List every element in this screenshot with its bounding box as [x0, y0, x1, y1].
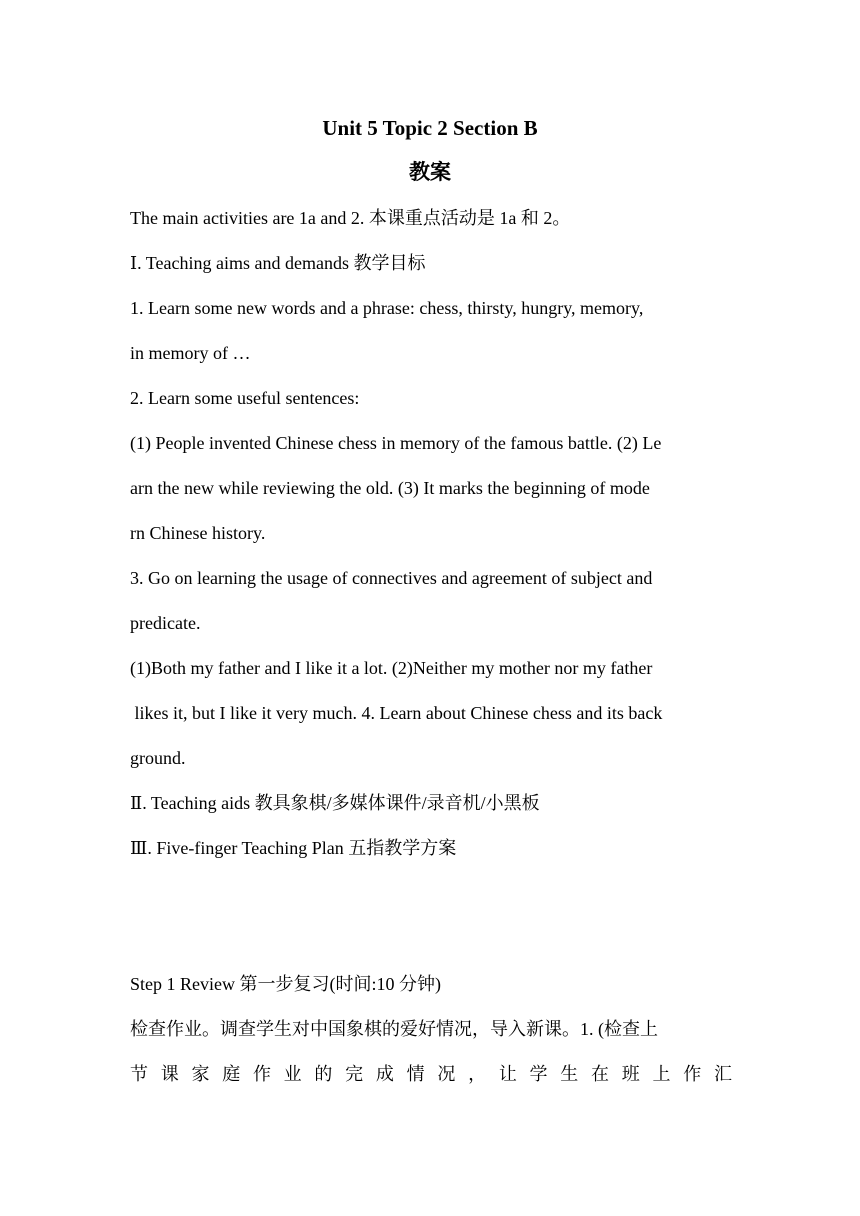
paragraph-line: (1) People invented Chinese chess in memory of the famous battle. (2) Le [130, 433, 662, 453]
justified-char: 学 [529, 1064, 548, 1084]
paragraph-line: ground. [130, 748, 186, 768]
document-title: Unit 5 Topic 2 Section B [322, 116, 538, 140]
justified-char: 业 [283, 1064, 302, 1084]
justified-char: 作 [252, 1064, 271, 1084]
justified-char: 情 [406, 1064, 425, 1084]
justified-char: 在 [591, 1064, 610, 1084]
justified-char: 的 [314, 1064, 333, 1084]
paragraph-line: 2. Learn some useful sentences: [130, 388, 360, 408]
justified-char: 汇 [713, 1064, 732, 1084]
step-heading: Step 1 Review 第一步复习(时间:10 分钟) [130, 974, 441, 994]
justified-char: 完 [345, 1064, 364, 1084]
justified-char: 庭 [222, 1064, 241, 1084]
paragraph-line: likes it, but I like it very much. 4. Learn about Chinese chess and its back [130, 703, 663, 723]
justified-paragraph-line [130, 1061, 732, 1087]
justified-char: 上 [652, 1064, 671, 1084]
section-heading-aids: Ⅱ. Teaching aids 教具象棋/多媒体课件/录音机/小黑板 [130, 793, 540, 813]
justified-char: 节 [130, 1064, 148, 1084]
justified-char: 生 [560, 1064, 579, 1084]
justified-char: 让 [498, 1064, 517, 1084]
section-heading-plan: Ⅲ. Five-finger Teaching Plan 五指教学方案 [130, 838, 457, 858]
paragraph-line: (1)Both my father and I like it a lot. (2)Neither my mother nor my father [130, 658, 653, 678]
paragraph-line: 检查作业。调查学生对中国象棋的爱好情况，导入新课。1. (检查上 [130, 1019, 658, 1039]
justified-char: 班 [621, 1064, 640, 1084]
intro-line: The main activities are 1a and 2. 本课重点活动是 1a 和 2。 [130, 208, 571, 228]
justified-char: 况 [437, 1064, 456, 1084]
justified-char: 成 [375, 1064, 394, 1084]
paragraph-line: rn Chinese history. [130, 523, 266, 543]
paragraph-line: 1. Learn some new words and a phrase: chess, thirsty, hungry, memory, [130, 298, 644, 318]
justified-char: ， [468, 1064, 487, 1084]
paragraph-line: predicate. [130, 613, 201, 633]
justified-char: 课 [160, 1064, 179, 1084]
paragraph-line: arn the new while reviewing the old. (3) It marks the beginning of mode [130, 478, 650, 498]
justified-char: 家 [191, 1064, 210, 1084]
document-subtitle: 教案 [409, 160, 451, 184]
paragraph-line: 3. Go on learning the usage of connectives and agreement of subject and [130, 568, 653, 588]
justified-char: 作 [683, 1064, 702, 1084]
section-heading-aims: Ⅰ. Teaching aims and demands 教学目标 [130, 253, 426, 273]
paragraph-line: in memory of … [130, 343, 251, 363]
